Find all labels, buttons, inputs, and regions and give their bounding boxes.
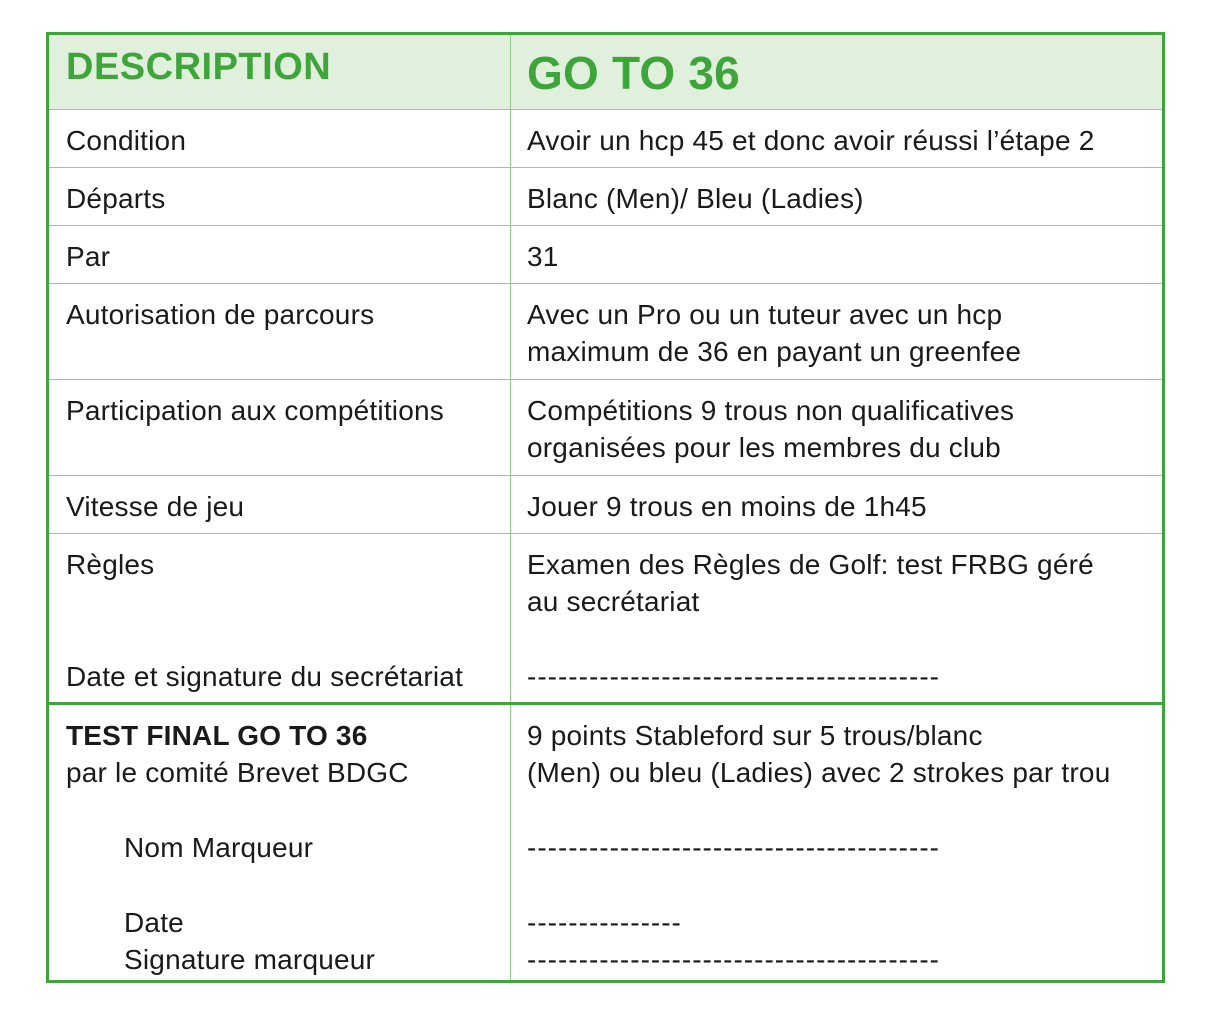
marker-date-label: Date: [124, 907, 184, 938]
header-description: DESCRIPTION: [66, 46, 332, 88]
table-row: [49, 283, 1162, 379]
table-row: [49, 475, 1162, 533]
secretariat-signature-line[interactable]: ----------------------------------------: [527, 661, 940, 692]
table-row: [49, 379, 1162, 475]
row-value: Avoir un hcp 45 et donc avoir réussi l’étape 2: [527, 125, 1095, 156]
final-test-value: 9 points Stableford sur 5 trous/blanc (Men) ou bleu (Ladies) avec 2 strokes par trou: [527, 720, 1111, 788]
row-label: Condition: [66, 125, 187, 156]
marker-date-line[interactable]: ---------------: [527, 907, 682, 938]
table-row: [49, 225, 1162, 283]
secretariat-signature-label: Date et signature du secrétariat: [66, 661, 464, 692]
row-label: Par: [66, 241, 111, 272]
rules-row: [49, 533, 1162, 702]
table-row: [49, 109, 1162, 167]
marker-name-line[interactable]: ----------------------------------------: [527, 832, 940, 863]
row-value: Jouer 9 trous en moins de 1h45: [527, 491, 927, 522]
row-label: Vitesse de jeu: [66, 491, 245, 522]
rules-value: Examen des Règles de Golf: test FRBG géré au secrétariat: [527, 549, 1094, 617]
row-label: Autorisation de parcours: [66, 299, 375, 330]
table-header-row: [49, 35, 1162, 109]
golf-requirements-table: [46, 32, 1165, 983]
row-value: Compétitions 9 trous non qualificatives organisées pour les membres du club: [527, 395, 1015, 463]
marker-signature-label: Signature marqueur: [124, 944, 376, 975]
final-test-title: TEST FINAL GO TO 36: [66, 720, 368, 751]
marker-signature-line[interactable]: ----------------------------------------: [527, 944, 940, 975]
rules-label: Règles: [66, 549, 155, 580]
row-value: Blanc (Men)/ Bleu (Ladies): [527, 183, 864, 214]
marker-name-label: Nom Marqueur: [124, 832, 314, 863]
final-test-heading: [66, 717, 496, 791]
final-test-row: [49, 702, 1162, 980]
row-value: 31: [527, 241, 559, 272]
row-label: Départs: [66, 183, 166, 214]
row-label: Participation aux compétitions: [66, 395, 444, 426]
row-value: Avec un Pro ou un tuteur avec un hcp maximum de 36 en payant un greenfee: [527, 299, 1022, 367]
table-row: [49, 167, 1162, 225]
header-go-to-36: GO TO 36: [527, 47, 740, 99]
final-test-subtitle: par le comité Brevet BDGC: [66, 757, 409, 788]
